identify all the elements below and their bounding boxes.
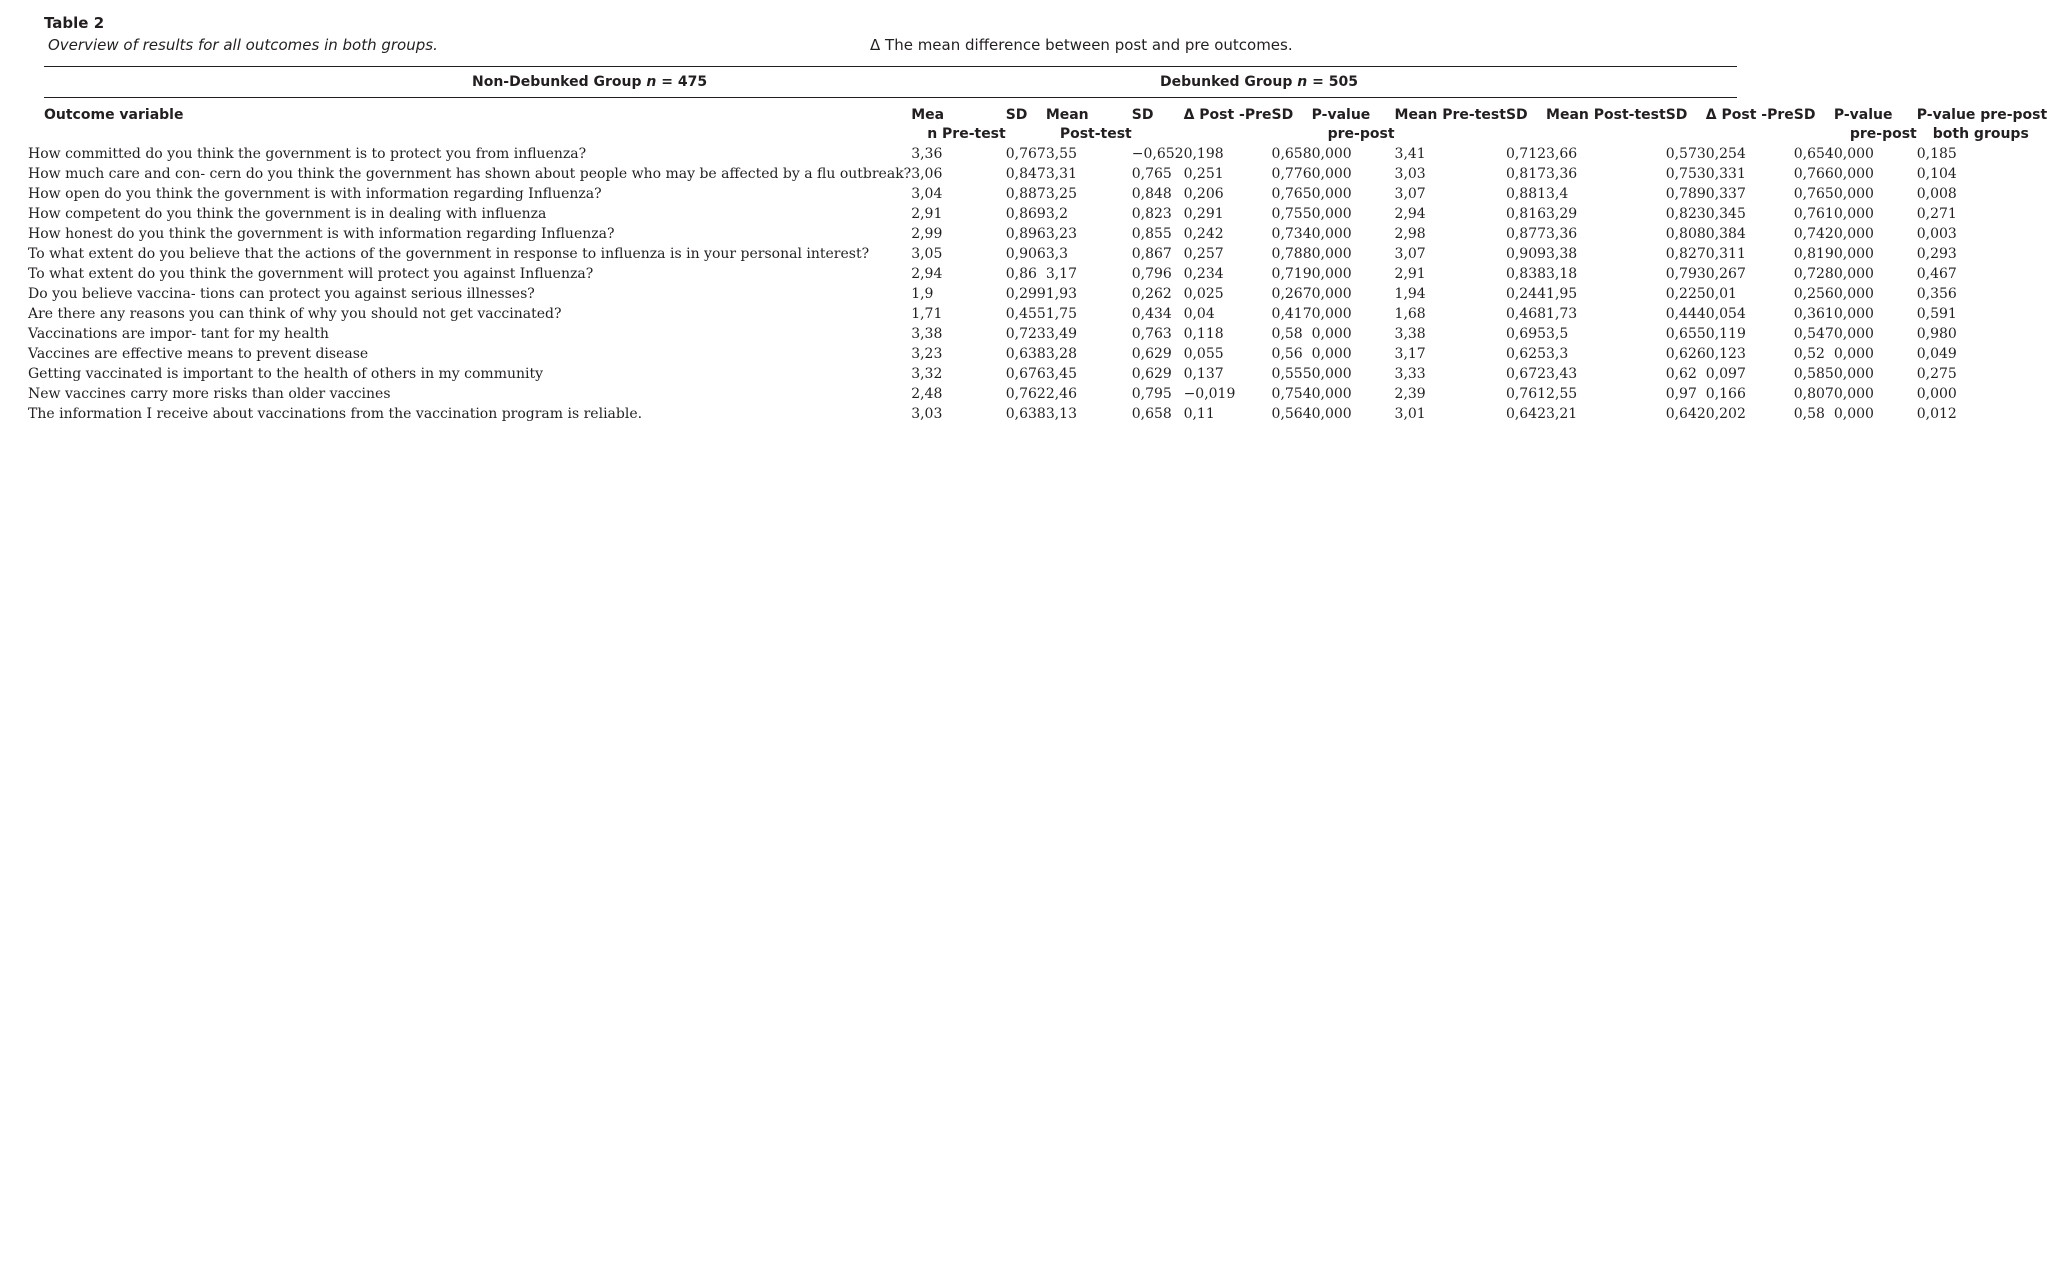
value-cell: 0,267: [1705, 266, 1746, 282]
value-cell: 0,025: [1183, 286, 1224, 302]
value-cell: 3,49: [1045, 326, 1077, 342]
value-cell: 0,728: [1793, 266, 1834, 282]
value-cell: 0,055: [1183, 346, 1224, 362]
value-cell: 0,867: [1131, 246, 1172, 262]
value-cell: 2,94: [911, 266, 943, 282]
value-cell: 0,808: [1665, 226, 1706, 242]
value-cell: 0,11: [1183, 406, 1215, 422]
table-row: [44, 384, 2047, 404]
value-cell: 0,000: [1311, 246, 1352, 262]
value-cell: 0,638: [1005, 406, 1046, 422]
value-cell: 0,225: [1665, 286, 1706, 302]
col-header-b-pvalue: [1834, 106, 1917, 144]
table-body: [28, 144, 2047, 424]
value-cell: 0,384: [1705, 226, 1746, 242]
value-cell: 0,765: [1271, 186, 1312, 202]
value-cell: 0,848: [1131, 186, 1172, 202]
value-cell: 0,629: [1131, 366, 1172, 382]
col-header-a-sd2: SD: [1131, 107, 1154, 123]
value-cell: 0,56: [1271, 346, 1303, 362]
value-cell: 0,234: [1183, 266, 1224, 282]
value-cell: 0,267: [1271, 286, 1312, 302]
col-header-a-sd1: SD: [1005, 107, 1028, 123]
value-cell: 0,000: [1833, 406, 1874, 422]
value-cell: 0,000: [1833, 246, 1874, 262]
value-cell: 3,36: [1546, 166, 1578, 182]
value-cell: 0,444: [1665, 306, 1706, 322]
value-cell: 0,311: [1705, 246, 1746, 262]
value-cell: 0,761: [1505, 386, 1547, 402]
value-cell: 0,676: [1005, 366, 1046, 382]
value-cell: 1,9: [911, 286, 934, 302]
col-header-line: n Pre-test: [927, 126, 1006, 142]
value-cell: 3,36: [1546, 226, 1578, 242]
top-rule: [44, 66, 1737, 67]
table-caption: Overview of results for all outcomes in both groups.: [48, 36, 438, 54]
value-cell: 0,012: [1916, 406, 1957, 422]
value-cell: 3,04: [911, 186, 943, 202]
value-cell: 0,765: [1793, 186, 1834, 202]
value-cell: 3,01: [1394, 406, 1426, 422]
col-header-a-delta: Δ Post -Pre: [1183, 107, 1272, 123]
col-header-line: P-value: [1311, 107, 1371, 123]
value-cell: 3,38: [1546, 246, 1578, 262]
value-cell: 0,206: [1183, 186, 1224, 202]
col-header-line: pre-post: [1849, 126, 1917, 142]
value-cell: 0,742: [1793, 226, 1834, 242]
table-row: [44, 224, 2047, 244]
value-cell: 0,762: [1005, 386, 1046, 402]
value-cell: 0,658: [1271, 146, 1312, 162]
value-cell: 1,71: [911, 306, 943, 322]
value-cell: 3,05: [911, 246, 943, 262]
value-cell: 3,03: [1394, 166, 1426, 182]
value-cell: 3,3: [1546, 346, 1569, 362]
group-n-label: n: [646, 74, 657, 90]
value-cell: 3,38: [911, 326, 943, 342]
value-cell: 0,331: [1705, 166, 1746, 182]
group-name: Debunked Group: [1160, 74, 1293, 90]
value-cell: 0,291: [1183, 206, 1224, 222]
value-cell: 0,244: [1505, 286, 1547, 302]
value-cell: 0,555: [1271, 366, 1312, 382]
value-cell: 3,36: [911, 146, 943, 162]
value-cell: 0,847: [1005, 166, 1046, 182]
value-cell: 0,755: [1271, 206, 1312, 222]
value-cell: 0,275: [1916, 366, 1957, 382]
value-cell: 0,008: [1916, 186, 1957, 202]
value-cell: 3,07: [1394, 186, 1426, 202]
value-cell: 0,97: [1665, 386, 1697, 402]
outcome-cell: Are there any reasons you can think of why you should not get vaccinated?: [28, 306, 562, 322]
table-row: [44, 184, 2047, 204]
value-cell: 0,723: [1005, 326, 1046, 342]
value-cell: 3,18: [1546, 266, 1578, 282]
table-row: [44, 244, 2047, 264]
col-header-a-pvalue: [1312, 106, 1395, 144]
group-rule: [44, 97, 1737, 98]
value-cell: 3,06: [911, 166, 943, 182]
col-header-both-pvalue: [1917, 106, 2047, 144]
value-cell: 3,38: [1394, 326, 1426, 342]
value-cell: 2,91: [1394, 266, 1426, 282]
value-cell: 3,28: [1045, 346, 1077, 362]
value-cell: 0,000: [1311, 406, 1352, 422]
value-cell: 0,789: [1665, 186, 1706, 202]
value-cell: 0,654: [1793, 146, 1834, 162]
value-cell: 0,000: [1916, 386, 1957, 402]
value-cell: 0,256: [1793, 286, 1834, 302]
value-cell: 0,000: [1311, 206, 1352, 222]
value-cell: 0,795: [1131, 386, 1172, 402]
value-cell: 0,345: [1705, 206, 1746, 222]
value-cell: 0,257: [1183, 246, 1224, 262]
outcome-cell: Vaccinations are impor- tant for my health: [28, 326, 329, 342]
col-header-a-mean-pre: [911, 106, 1006, 144]
value-cell: 0,909: [1505, 246, 1547, 262]
value-cell: 1,68: [1394, 306, 1426, 322]
value-cell: 3,66: [1546, 146, 1578, 162]
value-cell: 0,104: [1916, 166, 1957, 182]
value-cell: 0,000: [1311, 326, 1352, 342]
value-cell: 0,000: [1311, 306, 1352, 322]
outcome-cell: The information I receive about vaccinations from the vaccination program is reliable.: [28, 406, 643, 422]
col-header-line: pre-post: [1327, 126, 1395, 142]
value-cell: −0,652: [1131, 146, 1184, 162]
value-cell: 0,788: [1271, 246, 1312, 262]
col-header-b-mean-pre: Mean Pre-test: [1394, 107, 1506, 123]
value-cell: 0,573: [1665, 146, 1706, 162]
value-cell: 2,39: [1394, 386, 1426, 402]
results-table: [28, 106, 2047, 424]
table-row: [44, 364, 2047, 384]
value-cell: 0,251: [1183, 166, 1224, 182]
value-cell: 3,55: [1045, 146, 1077, 162]
value-cell: 3,31: [1045, 166, 1077, 182]
value-cell: 0,547: [1793, 326, 1834, 342]
value-cell: 0,62: [1665, 366, 1697, 382]
outcome-cell: Vaccines are effective means to prevent disease: [28, 346, 369, 362]
value-cell: 0,591: [1916, 306, 1957, 322]
value-cell: 0,000: [1311, 386, 1352, 402]
value-cell: 0,793: [1665, 266, 1706, 282]
value-cell: 0,816: [1505, 206, 1547, 222]
value-cell: 0,455: [1005, 306, 1046, 322]
value-cell: 0,695: [1505, 326, 1547, 342]
value-cell: 0,642: [1665, 406, 1706, 422]
value-cell: 0,887: [1005, 186, 1046, 202]
value-cell: 0,58: [1271, 326, 1303, 342]
col-header-b-delta: Δ Post -Pre: [1705, 107, 1794, 123]
value-cell: 0,361: [1793, 306, 1834, 322]
value-cell: 0,719: [1271, 266, 1312, 282]
value-cell: 0,417: [1271, 306, 1312, 322]
table-row: [44, 204, 2047, 224]
value-cell: 3,33: [1394, 366, 1426, 382]
col-header-a-mean-post: [1046, 106, 1132, 144]
value-cell: 1,93: [1045, 286, 1077, 302]
value-cell: 0,881: [1505, 186, 1547, 202]
value-cell: 0,761: [1793, 206, 1834, 222]
value-cell: 0,823: [1131, 206, 1172, 222]
value-cell: 0,638: [1005, 346, 1046, 362]
value-cell: 2,94: [1394, 206, 1426, 222]
outcome-cell: To what extent do you think the government will protect you against Influenza?: [28, 266, 594, 282]
value-cell: 0,658: [1131, 406, 1172, 422]
value-cell: 1,73: [1546, 306, 1578, 322]
value-cell: 3,21: [1546, 406, 1578, 422]
value-cell: 0,655: [1665, 326, 1706, 342]
value-cell: 3,43: [1546, 366, 1578, 382]
value-cell: 0,000: [1833, 386, 1874, 402]
col-header-b-sd1: SD: [1505, 107, 1528, 123]
value-cell: 0,817: [1505, 166, 1547, 182]
value-cell: 3,03: [911, 406, 943, 422]
value-cell: 0,434: [1131, 306, 1172, 322]
value-cell: 0,000: [1833, 206, 1874, 222]
value-cell: 0,819: [1793, 246, 1834, 262]
value-cell: 0,293: [1916, 246, 1957, 262]
col-header-b-mean-post: Mean Post-test: [1546, 107, 1666, 123]
value-cell: 0,000: [1833, 306, 1874, 322]
col-header-b-sd3: SD: [1793, 107, 1816, 123]
value-cell: 0,776: [1271, 166, 1312, 182]
value-cell: 2,98: [1394, 226, 1426, 242]
col-header-line: P-value pre-post: [1916, 107, 2047, 123]
value-cell: 0,906: [1005, 246, 1046, 262]
value-cell: 0,000: [1833, 146, 1874, 162]
value-cell: 0,877: [1505, 226, 1547, 242]
table-row: [44, 144, 2047, 164]
value-cell: 0,838: [1505, 266, 1547, 282]
value-cell: 0,827: [1665, 246, 1706, 262]
value-cell: 0,000: [1311, 146, 1352, 162]
value-cell: 0,564: [1271, 406, 1312, 422]
outcome-cell: New vaccines carry more risks than older vaccines: [28, 386, 391, 402]
value-cell: 0,712: [1505, 146, 1547, 162]
value-cell: 3,3: [1045, 246, 1069, 262]
value-cell: 0,185: [1916, 146, 1957, 162]
value-cell: 0,118: [1183, 326, 1224, 342]
value-cell: 0,823: [1665, 206, 1706, 222]
group-header-debunked: [1160, 74, 1358, 90]
outcome-cell: How competent do you think the government is in dealing with influenza: [28, 206, 547, 222]
value-cell: 0,754: [1271, 386, 1312, 402]
value-cell: 0,097: [1705, 366, 1746, 382]
outcome-cell: Getting vaccinated is important to the health of others in my community: [28, 366, 544, 382]
value-cell: 3,23: [1045, 226, 1077, 242]
value-cell: 0,86: [1005, 266, 1037, 282]
value-cell: 0,000: [1833, 286, 1874, 302]
value-cell: −0,019: [1183, 386, 1236, 402]
value-cell: 0,000: [1833, 166, 1874, 182]
value-cell: 0,000: [1311, 166, 1352, 182]
group-n-value: = 505: [1312, 74, 1358, 90]
value-cell: 3,13: [1045, 406, 1077, 422]
value-cell: 0,271: [1916, 206, 1957, 222]
table-row: [44, 344, 2047, 364]
value-cell: 0,734: [1271, 226, 1312, 242]
value-cell: 3,5: [1546, 326, 1569, 342]
value-cell: 0,337: [1705, 186, 1746, 202]
value-cell: 2,99: [911, 226, 943, 242]
col-header-line: Mean: [1045, 107, 1089, 123]
table-row: [44, 324, 2047, 344]
col-header-a-sd3: SD: [1271, 107, 1294, 123]
value-cell: 3,23: [911, 346, 943, 362]
value-cell: 0,137: [1183, 366, 1224, 382]
col-header-line: P-value: [1833, 107, 1893, 123]
value-cell: 0,468: [1505, 306, 1547, 322]
value-cell: 0,04: [1183, 306, 1215, 322]
value-cell: 0,753: [1665, 166, 1706, 182]
outcome-cell: How much care and con- cern do you think the government has shown about people who may be affected by a flu outbreak?: [28, 166, 912, 182]
value-cell: 0,896: [1005, 226, 1046, 242]
value-cell: 0,626: [1665, 346, 1706, 362]
value-cell: 1,95: [1546, 286, 1578, 302]
col-header-outcome: Outcome variable: [44, 107, 184, 123]
col-header-line: Mea: [911, 107, 945, 123]
value-cell: 2,48: [911, 386, 943, 402]
value-cell: 3,41: [1394, 146, 1426, 162]
value-cell: 0,796: [1131, 266, 1172, 282]
value-cell: 3,17: [1394, 346, 1426, 362]
col-header-b-sd2: SD: [1665, 107, 1688, 123]
header-row: [44, 106, 2047, 144]
value-cell: 0,242: [1183, 226, 1224, 242]
value-cell: 0,054: [1705, 306, 1746, 322]
value-cell: 0,000: [1311, 346, 1352, 362]
value-cell: 0,000: [1311, 226, 1352, 242]
value-cell: 0,202: [1705, 406, 1746, 422]
value-cell: 0,767: [1005, 146, 1046, 162]
value-cell: 0,01: [1705, 286, 1737, 302]
value-cell: 0,356: [1916, 286, 1957, 302]
value-cell: 0,049: [1916, 346, 1957, 362]
value-cell: 0,58: [1793, 406, 1825, 422]
value-cell: 3,45: [1045, 366, 1077, 382]
col-header-line: both groups: [1932, 126, 2029, 142]
value-cell: 0,765: [1131, 166, 1172, 182]
value-cell: 0,254: [1705, 146, 1746, 162]
table-row: [44, 404, 2047, 424]
value-cell: 0,198: [1183, 146, 1224, 162]
value-cell: 0,000: [1833, 326, 1874, 342]
value-cell: 0,000: [1311, 366, 1352, 382]
table-label: Table 2: [44, 14, 105, 32]
value-cell: 0,000: [1833, 346, 1874, 362]
value-cell: 3,2: [1045, 206, 1069, 222]
table-row: [44, 264, 2047, 284]
value-cell: 0,000: [1833, 226, 1874, 242]
value-cell: 0,119: [1705, 326, 1746, 342]
value-cell: 0,980: [1916, 326, 1957, 342]
value-cell: 0,52: [1793, 346, 1825, 362]
value-cell: 0,000: [1311, 266, 1352, 282]
value-cell: 0,766: [1793, 166, 1834, 182]
value-cell: 0,625: [1505, 346, 1547, 362]
value-cell: 0,166: [1705, 386, 1746, 402]
value-cell: 3,4: [1546, 186, 1569, 202]
value-cell: 0,000: [1833, 366, 1874, 382]
table-row: [44, 304, 2047, 324]
value-cell: 2,46: [1045, 386, 1077, 402]
value-cell: 0,807: [1793, 386, 1834, 402]
value-cell: 2,91: [911, 206, 943, 222]
value-cell: 0,000: [1833, 266, 1874, 282]
value-cell: 0,299: [1005, 286, 1046, 302]
value-cell: 0,855: [1131, 226, 1172, 242]
value-cell: 0,585: [1793, 366, 1834, 382]
table-row: [44, 164, 2047, 184]
outcome-cell: How committed do you think the government is to protect you from influenza?: [28, 146, 587, 162]
value-cell: 2,55: [1546, 386, 1578, 402]
value-cell: 0,123: [1705, 346, 1746, 362]
outcome-cell: Do you believe vaccina- tions can protect you against serious illnesses?: [28, 286, 535, 302]
value-cell: 3,07: [1394, 246, 1426, 262]
value-cell: 0,642: [1505, 406, 1547, 422]
value-cell: 0,869: [1005, 206, 1046, 222]
value-cell: 0,763: [1131, 326, 1172, 342]
value-cell: 0,003: [1916, 226, 1957, 242]
value-cell: 3,32: [911, 366, 943, 382]
value-cell: 0,000: [1833, 186, 1874, 202]
value-cell: 0,629: [1131, 346, 1172, 362]
value-cell: 0,467: [1916, 266, 1957, 282]
outcome-cell: To what extent do you believe that the actions of the government in response to influenza is in your personal interest?: [28, 246, 870, 262]
group-header-non-debunked: [472, 74, 707, 90]
table-note: Δ The mean difference between post and pre outcomes.: [870, 36, 1293, 54]
value-cell: 0,000: [1311, 186, 1352, 202]
value-cell: 3,17: [1045, 266, 1077, 282]
outcome-cell: How honest do you think the government is with information regarding Influenza?: [28, 226, 615, 242]
value-cell: 0,000: [1311, 286, 1352, 302]
outcome-cell: How open do you think the government is with information regarding Influenza?: [28, 186, 602, 202]
value-cell: 0,672: [1505, 366, 1547, 382]
group-n-value: = 475: [661, 74, 708, 90]
col-header-line: Post-test: [1059, 126, 1132, 142]
table-row: [44, 284, 2047, 304]
value-cell: 3,25: [1045, 186, 1077, 202]
value-cell: 1,75: [1045, 306, 1077, 322]
value-cell: 0,262: [1131, 286, 1172, 302]
value-cell: 1,94: [1394, 286, 1426, 302]
group-n-label: n: [1297, 74, 1308, 90]
group-name: Non-Debunked Group: [472, 74, 642, 90]
value-cell: 3,29: [1546, 206, 1578, 222]
